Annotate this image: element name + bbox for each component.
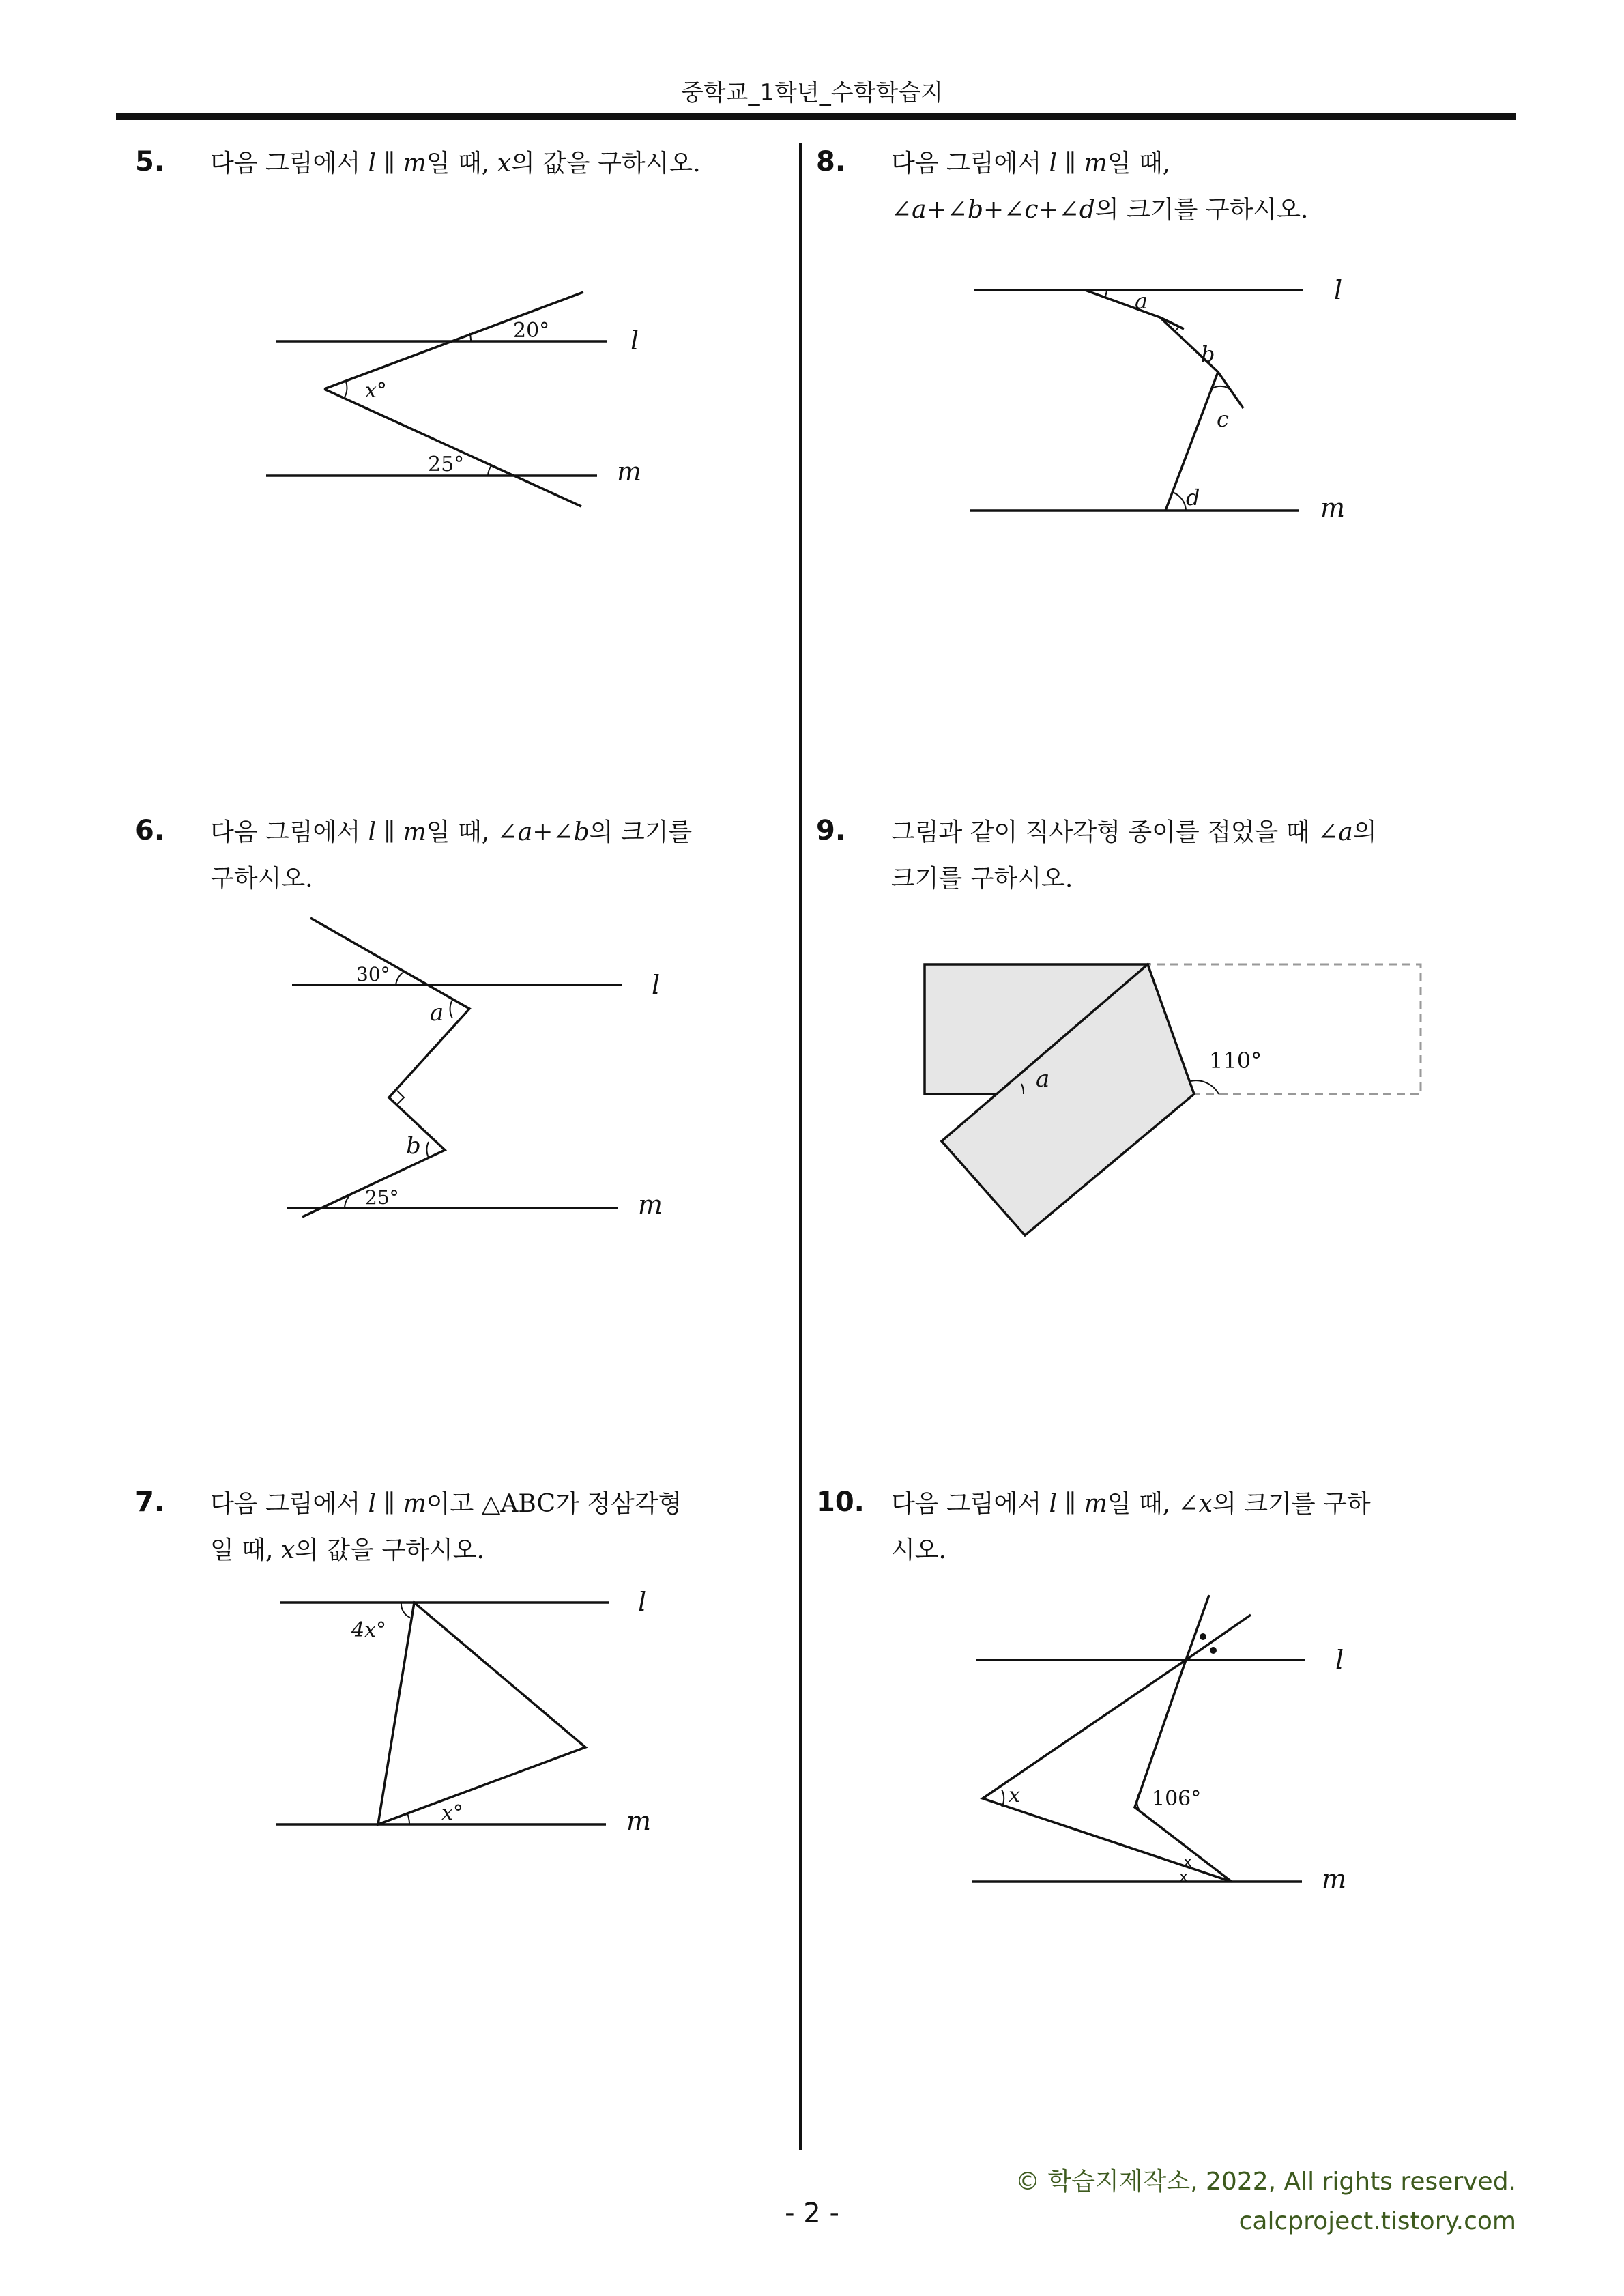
problem-6-angle-a: a bbox=[430, 999, 444, 1027]
problem-6-text: 다음 그림에서 l ∥ m일 때, ∠a+∠b의 크기를 구하시오. bbox=[210, 818, 693, 893]
problem-5-text: 다음 그림에서 l ∥ m일 때, x의 값을 구하시오. bbox=[210, 149, 701, 177]
problem-6-angle-30: 30° bbox=[356, 963, 390, 986]
footer-site-link[interactable]: calcproject.tistory.com bbox=[1238, 2207, 1516, 2235]
problem-7-line-m-label: m bbox=[626, 1806, 652, 1836]
problem-10-number: 10. bbox=[816, 1487, 865, 1518]
problem-10-mark-x-1: x bbox=[1183, 1854, 1193, 1871]
problem-6-angle-b: b bbox=[406, 1132, 421, 1160]
problem-7-line-l-label: l bbox=[638, 1587, 647, 1617]
problem-5-line-l-label: l bbox=[630, 326, 639, 356]
problem-9-angle-110: 110° bbox=[1209, 1048, 1262, 1074]
problem-8-angle-b: b bbox=[1201, 341, 1215, 367]
problem-10-dot-2 bbox=[1210, 1647, 1217, 1654]
problem-10-angle-106: 106° bbox=[1152, 1787, 1202, 1811]
problem-8-number: 8. bbox=[816, 146, 846, 177]
problem-5-angle-25: 25° bbox=[428, 453, 465, 476]
problem-8-line-l-label: l bbox=[1334, 275, 1343, 305]
problem-10-mark-x-2: x bbox=[1179, 1869, 1189, 1886]
problem-6-line-l-label: l bbox=[652, 970, 661, 1000]
problem-10-text: 다음 그림에서 l ∥ m일 때, ∠x의 크기를 구하 시오. bbox=[891, 1490, 1371, 1564]
problem-10-angle-x: x bbox=[1009, 1783, 1020, 1807]
problem-8-line-m-label: m bbox=[1320, 493, 1346, 523]
footer bbox=[1015, 2162, 1516, 2241]
problem-5-line-m-label: m bbox=[617, 457, 642, 487]
problem-5-angle-20: 20° bbox=[513, 319, 550, 343]
problem-7-angle-4x: 4x° bbox=[351, 1618, 387, 1642]
problem-10-line-m-label: m bbox=[1322, 1864, 1347, 1894]
problem-5-number: 5. bbox=[135, 146, 165, 177]
problem-8-angle-a: a bbox=[1135, 288, 1148, 314]
problem-10-dot-1 bbox=[1200, 1633, 1206, 1640]
problem-8-angle-d: d bbox=[1186, 485, 1200, 511]
problem-7-angle-x: x° bbox=[441, 1801, 463, 1825]
problem-9-number: 9. bbox=[816, 815, 846, 846]
problem-6-angle-25: 25° bbox=[365, 1186, 399, 1209]
problem-7-number: 7. bbox=[135, 1487, 165, 1518]
problem-8-text: 다음 그림에서 l ∥ m일 때, ∠a+∠b+∠c+∠d의 크기를 구하시오. bbox=[891, 149, 1309, 224]
footer-copyright: © 학습지제작소, 2022, All rights reserved. bbox=[1015, 2168, 1516, 2196]
page-header-title: 중학교_1학년_수학학습지 bbox=[680, 79, 944, 106]
problem-6-number: 6. bbox=[135, 815, 165, 846]
problem-9-text: 그림과 같이 직사각형 종이를 접었을 때 ∠a의 크기를 구하시오. bbox=[891, 818, 1377, 893]
problem-7-text: 다음 그림에서 l ∥ m이고 △ABC가 정삼각형 일 때, x의 값을 구하시오. bbox=[210, 1490, 682, 1564]
page-number: - 2 - bbox=[785, 2198, 839, 2229]
problem-8-angle-c: c bbox=[1217, 406, 1229, 432]
problem-10-line-l-label: l bbox=[1335, 1645, 1344, 1675]
problem-5-angle-x: x° bbox=[365, 379, 387, 403]
problem-6-line-m-label: m bbox=[638, 1190, 663, 1220]
problem-9-angle-a: a bbox=[1036, 1065, 1050, 1093]
